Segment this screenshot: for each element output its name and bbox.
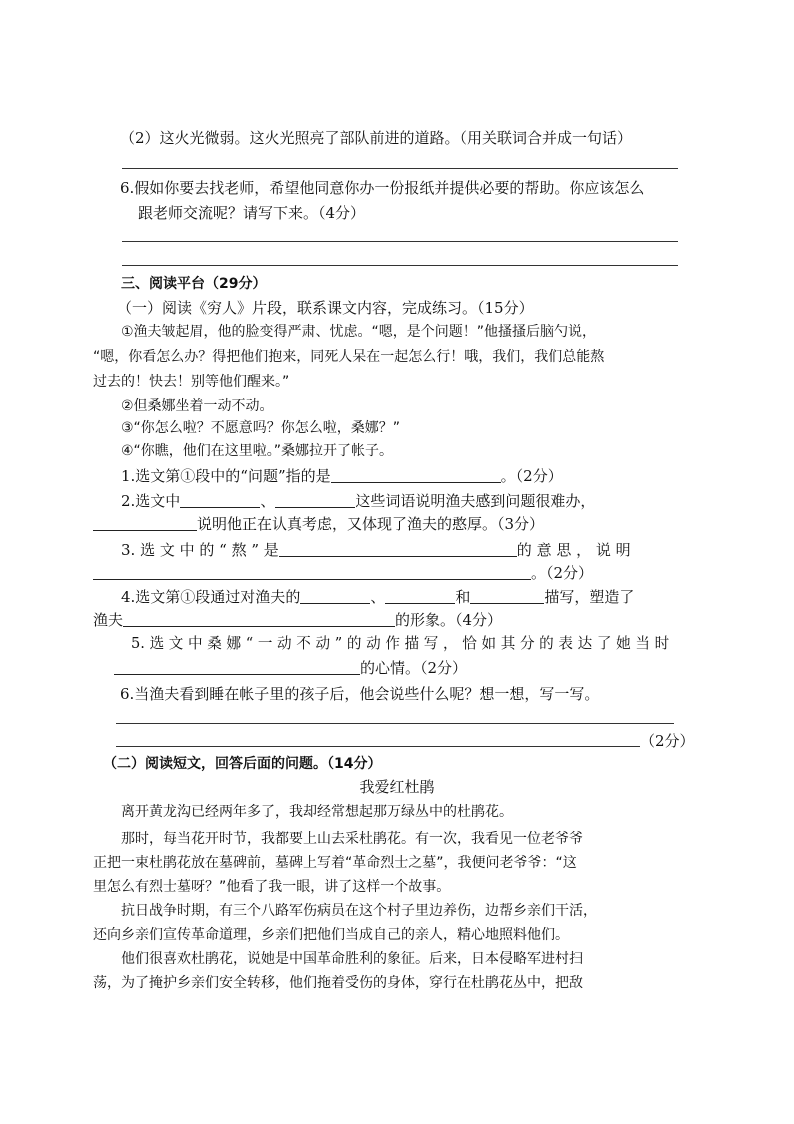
question-3-cont: 。（2分） bbox=[93, 563, 593, 583]
question-6-line1: 6.假如你要去找老师，希望他同意你办一份报纸并提供必要的帮助。你应该怎么 bbox=[120, 179, 645, 197]
part1-intro: （一）阅读《穷人》片段，联系课文内容，完成练习。（15分） bbox=[117, 299, 534, 317]
answer-line[interactable] bbox=[122, 265, 678, 266]
blank-field[interactable] bbox=[93, 515, 197, 531]
article-para: 抗日战争时期，有三个八路军伤病员在这个村子里边养伤，边帮乡亲们干活， bbox=[121, 903, 597, 919]
answer-line[interactable] bbox=[122, 241, 678, 242]
blank-field[interactable] bbox=[300, 588, 370, 604]
article-para: 他们很喜欢杜鹃花，说她是中国革命胜利的象征。后来，日本侵略军进村扫 bbox=[121, 951, 583, 967]
article-para: 还向乡亲们宣传革命道理，乡亲们把他们当成自己的亲人，精心地照料他们。 bbox=[93, 927, 569, 943]
article-para: 正把一束杜鹃花放在墓碑前，墓碑上写着“革命烈士之墓”，我便问老爷爷：“这 bbox=[93, 855, 577, 871]
blank-field[interactable] bbox=[275, 492, 355, 508]
answer-line[interactable] bbox=[122, 168, 678, 169]
question-2: 2.选文中 、 这些词语说明渔夫感到问题很难办， bbox=[121, 492, 596, 510]
blank-field[interactable] bbox=[470, 588, 544, 604]
blank-field[interactable] bbox=[385, 588, 455, 604]
question-5-cont: 的心情。（2分） bbox=[114, 658, 467, 678]
blank-field[interactable] bbox=[123, 611, 395, 627]
passage-para-4: ④“你瞧，他们在这里啦。”桑娜拉开了帐子。 bbox=[121, 443, 394, 459]
blank-field[interactable] bbox=[279, 541, 517, 557]
article-para: 那时，每当花开时节，我都要上山去采杜鹃花。有一次，我看见一位老爷爷 bbox=[121, 831, 583, 847]
blank-field[interactable] bbox=[114, 659, 360, 675]
passage-para-2: ②但桑娜坐着一动不动。 bbox=[121, 398, 274, 414]
article-para: 离开黄龙沟已经两年多了，我却经常想起那万绿丛中的杜鹃花。 bbox=[121, 804, 513, 820]
question-4: 4.选文第①段通过对渔夫的 、 和 描写，塑造了 bbox=[121, 588, 635, 606]
question-6-score: （2分） bbox=[640, 732, 695, 750]
answer-line[interactable] bbox=[116, 723, 674, 724]
answer-line[interactable] bbox=[116, 746, 640, 747]
passage-para-1: “嗯，你看怎么办？得把他们抱来，同死人呆在一起怎么行！哦，我们，我们总能熬 bbox=[93, 349, 605, 365]
article-title: 我爱红杜鹃 bbox=[359, 778, 435, 796]
question-1: 1.选文第①段中的“问题”指的是 。（2分） bbox=[121, 467, 563, 485]
article-para: 荡，为了掩护乡亲们安全转移，他们拖着受伤的身体，穿行在杜鹃花丛中，把敌 bbox=[93, 975, 583, 991]
question-4-cont: 渔夫 的形象。（4分） bbox=[93, 611, 503, 629]
blank-field[interactable] bbox=[180, 492, 260, 508]
part2-heading: （二）阅读短文，回答后面的问题。（14分） bbox=[103, 756, 382, 772]
article-para: 里怎么有烈士墓呀？”他看了我一眼，讲了这样一个故事。 bbox=[93, 879, 451, 895]
blank-field[interactable] bbox=[93, 564, 531, 580]
passage-para-1: 过去的！快去！别等他们醒来。” bbox=[93, 374, 290, 390]
question-5: 5. 选 文 中 桑 娜 “ 一 动 不 动 ” 的 动 作 描 写 ， 恰 如 其 分 的 表 达 了 她 当 时 bbox=[131, 635, 670, 652]
passage-para-1: ①渔夫皱起眉，他的脸变得严肃、忧虑。“嗯，是个问题！”他搔搔后脑勺说， bbox=[121, 324, 597, 340]
blank-field[interactable] bbox=[331, 467, 501, 483]
question-6-line2: 跟老师交流呢？请写下来。（4分） bbox=[138, 204, 366, 222]
question-5-2: （2）这火光微弱。这火光照亮了部队前进的道路。（用关联词合并成一句话） bbox=[120, 129, 633, 147]
passage-para-3: ③“你怎么啦？不愿意吗？你怎么啦，桑娜？” bbox=[121, 420, 401, 436]
question-2-cont: 说明他正在认真考虑，又体现了渔夫的憨厚。（3分） bbox=[93, 514, 544, 534]
section-heading: 三、阅读平台（29分） bbox=[121, 276, 267, 292]
question-3: 3. 选 文 中 的 “ 熬 ” 是 的 意 思 ， 说 明 bbox=[121, 541, 631, 559]
question-6: 6.当渔夫看到睡在帐子里的孩子后，他会说些什么呢？想一想，写一写。 bbox=[120, 685, 600, 703]
